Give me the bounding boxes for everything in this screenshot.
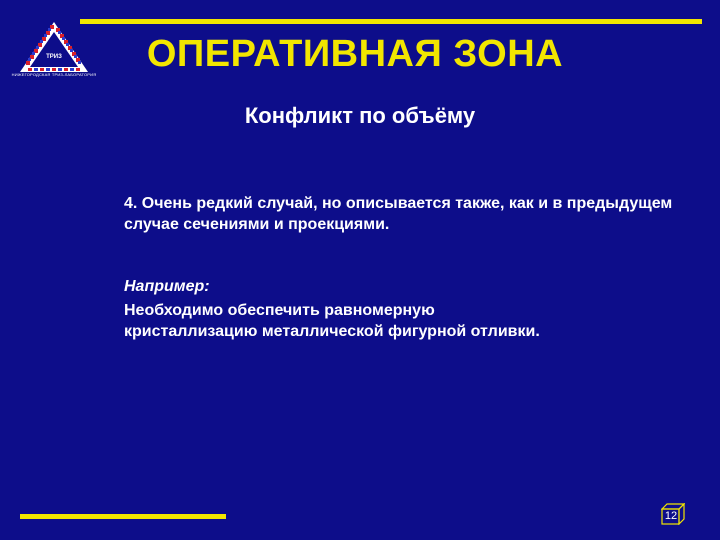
example-label: Например: xyxy=(124,278,210,295)
bottom-divider xyxy=(20,514,226,519)
top-divider xyxy=(80,19,702,24)
logo-text: ТРИЗ xyxy=(46,54,62,60)
example-text xyxy=(124,300,644,342)
example-line-1: Необходимо обеспечить равномерную xyxy=(124,302,435,319)
example-line-2: кристаллизацию металлической фигурной отливки. xyxy=(124,323,540,340)
main-paragraph xyxy=(124,193,684,235)
slide-subtitle: Конфликт по объёму xyxy=(244,103,476,128)
page-number: 12 xyxy=(664,510,678,522)
paragraph-text: 4. Очень редкий случай, но описывается также, как и в предыдущем случае сечениями и проекциями. xyxy=(124,195,673,233)
slide-title: ОПЕРАТИВНАЯ ЗОНА xyxy=(146,33,564,75)
logo-caption: НИЖЕГОРОДСКАЯ ТРИЗ-ЛАБОРАТОРИЯ xyxy=(11,72,97,77)
